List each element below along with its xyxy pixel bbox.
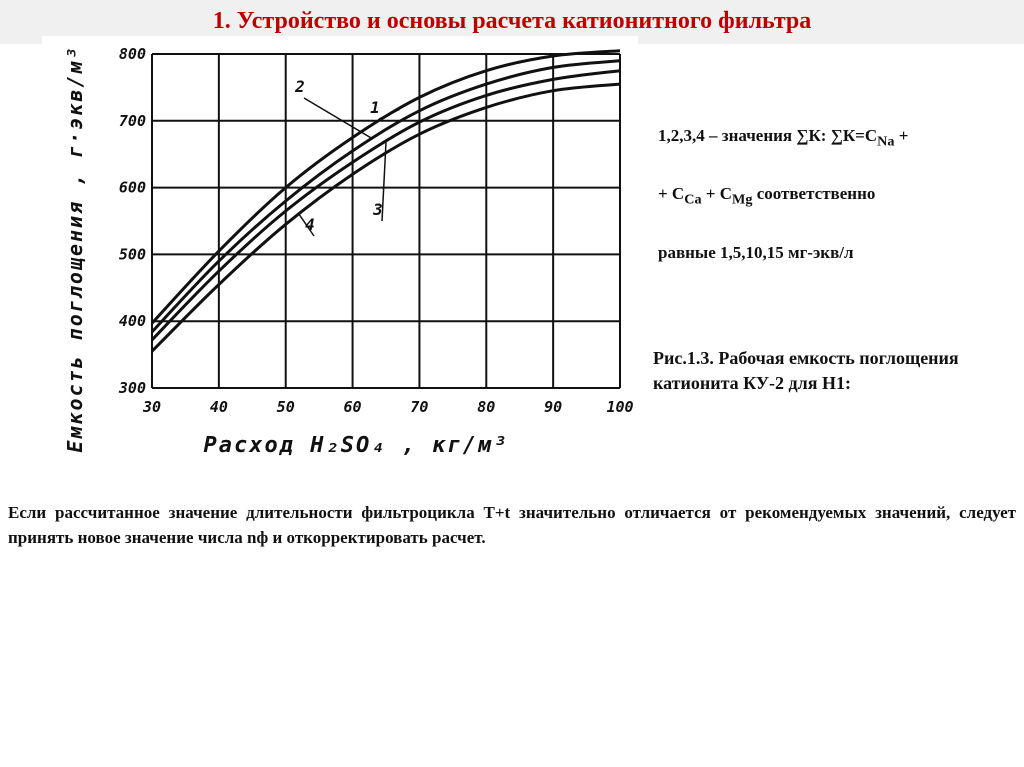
series-line-4 (152, 84, 620, 351)
figure-caption: Рис.1.3. Рабочая емкость поглощения катионита КУ-2 для Н1: (653, 348, 959, 393)
x-tick-label: 60 (343, 398, 362, 416)
curve-label-3: 3 (373, 200, 383, 219)
x-tick-label: 100 (606, 398, 634, 416)
x-tick-label: 30 (142, 398, 162, 416)
legend-line-1: 1,2,3,4 – значения ∑К: $\sum К=С_{Na}$ + (658, 126, 909, 150)
figure-panel (42, 36, 638, 468)
legend-line-3: равные 1,5,10,15 мг-экв/л (658, 242, 854, 262)
leader-line-2 (304, 98, 373, 139)
body-paragraph: Если рассчитанное значение длительности фильтроцикла Т+t значительно отличается от рекомендуемых значений, следует принять новое значение числа nф и откорректировать расчет. (8, 503, 1016, 547)
y-tick-label: 500 (118, 245, 146, 264)
y-axis-label: Емкость поглощения , г·экв/м³ (63, 45, 87, 453)
leader-line-1 (379, 109, 399, 119)
y-tick-label: 700 (118, 111, 146, 130)
curve-label-1: 1 (370, 98, 380, 117)
x-tick-label: 80 (477, 398, 496, 416)
legend-line-2: + $С_{Ca} + С_{Mg}$ соответственно (658, 184, 876, 208)
legend-description (658, 122, 1008, 292)
x-tick-label: 70 (410, 398, 429, 416)
y-tick-label: 800 (118, 45, 146, 63)
y-tick-label: 300 (118, 379, 146, 397)
x-tick-label: 40 (209, 398, 228, 416)
x-tick-label: 90 (544, 398, 563, 416)
curve-label-2: 2 (295, 77, 305, 96)
series-line-2 (152, 61, 620, 332)
slide-title: 1. Устройство и основы расчета катионитного фильтра (212, 8, 812, 34)
y-tick-label: 400 (118, 312, 146, 331)
curve-label-4: 4 (305, 215, 315, 234)
capacity-chart (42, 36, 638, 468)
x-tick-label: 50 (276, 398, 295, 416)
y-tick-label: 600 (118, 178, 146, 197)
x-axis-label: Расход H₂SO₄ , кг/м³ (203, 433, 509, 458)
series-line-3 (152, 71, 620, 340)
